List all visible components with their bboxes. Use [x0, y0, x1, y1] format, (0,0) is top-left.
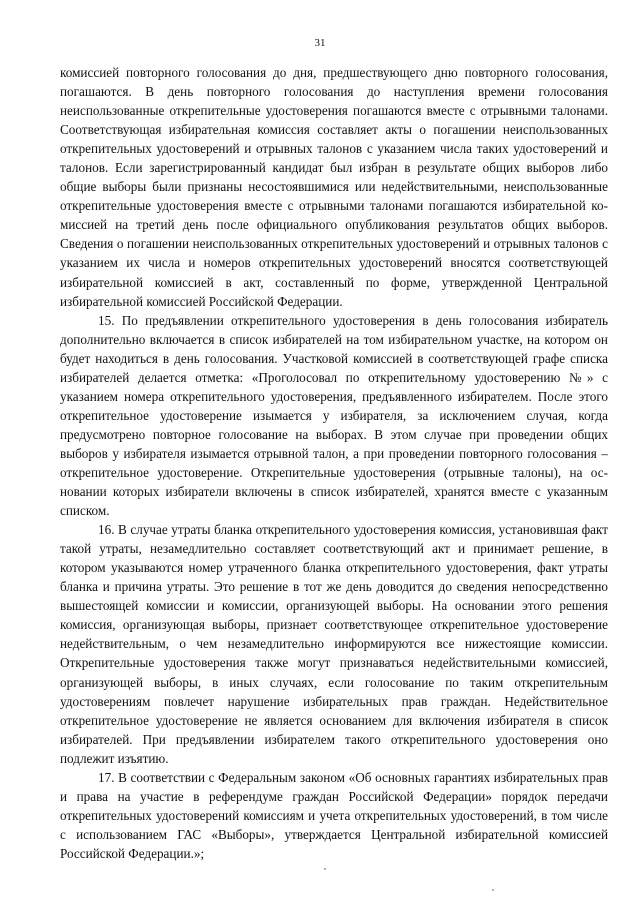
document-body: [60, 63, 608, 863]
paragraph-clause-17: 17. В соответствии с Федеральным законом «Об основных гарантиях избирательных прав и права на участие в референдуме граждан Российской Федерации» порядок передачи открепительных удостоверений комиссиям и учета открепительных удостоверений, в том числе с использованием ГАС «Выборы», утверждается Центральной избирательной комиссией Российской Федерации.»;: [60, 769, 608, 861]
scan-speck: [324, 868, 326, 870]
paragraph-clause-15: 15. По предъявлении открепительного удостоверения в день голосования избиратель дополнительно включается в список избирателей на том избирательном участке, на котором он будет находиться в день голосования. Участковой комиссией в соответствующей графе списка избирателей делается отметка: «Проголосовал по открепительному удостоверению №» с указанием номера открепительного удостоверения, предъявленного избирателем. После этого открепительное удостоверение изымается у избирателя, за исключением случая, когда предусмотрено повторное голосование на выборах. В этом случае при проведении общих выборов у избирателя изымается отрывной талон, а при проведении повторного голосования – открепительное удостоверение. Открепительные удостоверения (отрывные талоны), на основании которых избиратели включены в список избирателей, хранятся вместе с указанным списком.: [60, 312, 608, 519]
scan-speck: [492, 889, 494, 891]
paragraph-continuation: комиссией повторного голосования до дня, предшествующего дню повторного голосования, погашаются. В день повторного голосования до наступления времени голосования неиспользованные открепительные удостоверения погашаются вместе с отрывными талонами. Соответствующая избирательная комиссия составляет акты о погашении неиспользованных открепительных удостоверений и отрывных талонов с указанием числа таких удостоверений и талонов. Если зарегистрированный кандидат был избран в результате общих выборов либо общие выборы были признаны несостоявшимися или недействительными, неиспользованные открепительные удостоверения вместе с отрывными талонами погашаются избирательной комиссией на третий день после официального опубликования результатов общих выборов. Сведения о погашении неиспользованных открепительных удостоверений и отрывных талонов с указанием их числа и номеров открепительных удостоверений вносятся соответствующей избирательной комиссией в акт, составленный по форме, утвержденной Центральной избирательной комиссией Российской Федерации.: [60, 65, 608, 309]
page-number: 31: [314, 37, 326, 49]
paragraph-clause-16: 16. В случае утраты бланка открепительного удостоверения комиссия, установившая факт такой утраты, незамедлительно составляет соответствующий акт и принимает решение, в котором указываются номер утраченного бланка открепительного удостоверения, факт утраты бланка и причина утраты. Это решение в тот же день доводится до сведения непосредственно вышестоящей комиссии и комиссии, организующей выборы. На основании этого решения комиссия, организующая выборы, признает соответствующее открепительное удостоверение недействительным, о чем незамедлительно информируются все нижестоящие комиссии. Открепительные удостоверения также могут признаваться недействительными комиссией, организующей выборы, в иных случаях, если голосование по таким открепительным удостоверениям повлечет нарушение избирательных прав граждан. Недействительное открепительное удостоверение не является основанием для включения избирателя в список избирателей. При предъявлении избирателем такого открепительного удостоверения оно подлежит изъятию.: [60, 522, 608, 766]
